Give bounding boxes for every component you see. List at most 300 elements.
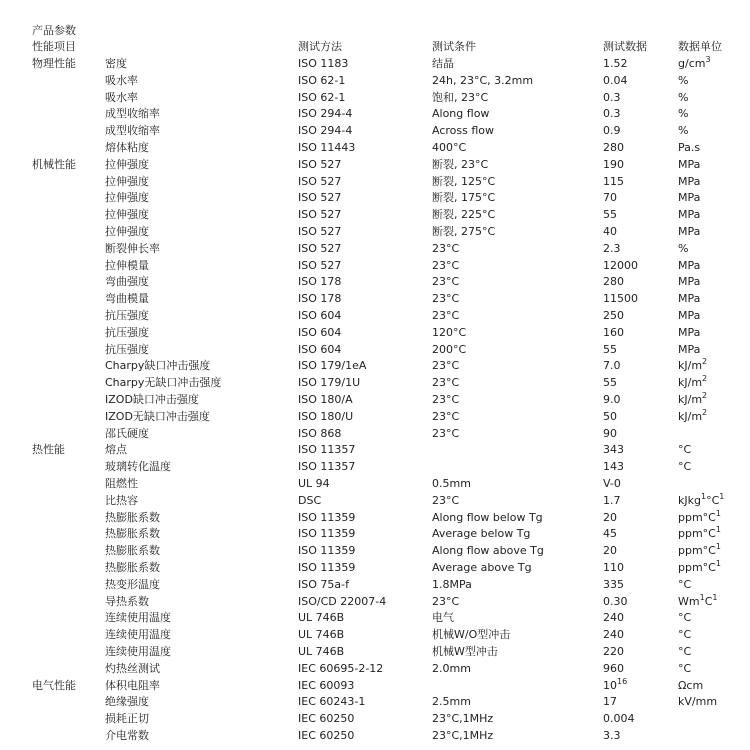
condition-cell-text: Along flow above Tg bbox=[432, 544, 544, 558]
property-cell bbox=[105, 241, 160, 258]
value-cell bbox=[603, 644, 624, 661]
unit-cell bbox=[678, 358, 707, 375]
unit-cell-text: kJ/m bbox=[678, 359, 703, 373]
unit-cell bbox=[678, 375, 707, 392]
condition-cell bbox=[432, 644, 498, 661]
condition-cell-text: 23°C bbox=[432, 241, 460, 255]
property-cell-text: 介电常数 bbox=[105, 729, 149, 742]
method-cell-text: ISO 11359 bbox=[298, 544, 356, 558]
value-cell-text: 250 bbox=[603, 309, 624, 322]
unit-cell bbox=[678, 577, 691, 594]
property-cell bbox=[105, 325, 149, 342]
value-cell-text: 110 bbox=[603, 561, 624, 574]
property-cell bbox=[105, 560, 160, 577]
method-cell bbox=[298, 644, 344, 661]
method-cell-text: ISO 11443 bbox=[298, 141, 356, 154]
unit-exponent: 1 bbox=[715, 559, 721, 568]
unit-cell bbox=[678, 526, 721, 543]
table-row bbox=[0, 123, 750, 140]
value-cell-text: 240 bbox=[603, 611, 624, 625]
method-cell bbox=[298, 526, 355, 543]
value-cell bbox=[603, 174, 624, 191]
property-cell-text: 弯曲强度 bbox=[105, 275, 149, 289]
table-row bbox=[0, 526, 750, 543]
property-cell bbox=[105, 459, 171, 476]
condition-cell bbox=[432, 526, 530, 543]
property-cell-text: 熔体粘度 bbox=[105, 141, 149, 154]
property-cell-text: 弯曲模量 bbox=[105, 292, 149, 306]
method-cell-text: ISO 604 bbox=[298, 309, 342, 322]
condition-cell bbox=[432, 510, 543, 527]
value-cell-text: 1.52 bbox=[603, 57, 628, 70]
method-cell-text: UL 746B bbox=[298, 645, 345, 658]
value-cell bbox=[603, 426, 617, 443]
value-cell-text: 160 bbox=[603, 325, 624, 339]
value-cell bbox=[603, 526, 617, 543]
condition-cell-text: 2.5mm bbox=[432, 695, 471, 709]
condition-cell-text: 0.5mm bbox=[432, 477, 471, 490]
method-cell-text: ISO 11357 bbox=[298, 460, 356, 474]
unit-cell bbox=[678, 258, 700, 275]
condition-cell bbox=[432, 661, 471, 678]
condition-cell bbox=[432, 476, 471, 493]
value-cell-text: 3.3 bbox=[603, 729, 621, 742]
unit-cell-text: ppm°C bbox=[678, 544, 716, 558]
method-cell-text: ISO/CD 22007-4 bbox=[298, 594, 387, 608]
unit-cell bbox=[678, 442, 691, 459]
method-cell-text: ISO 178 bbox=[298, 292, 342, 306]
unit-cell-text: ppm°C bbox=[678, 510, 716, 524]
method-cell bbox=[298, 123, 352, 140]
condition-cell-text: 1.8MPa bbox=[432, 577, 472, 591]
property-cell-text: 连续使用温度 bbox=[105, 645, 171, 658]
category-cell-text: 机械性能 bbox=[32, 157, 76, 171]
condition-cell-text: 24h, 23°C, 3.2mm bbox=[432, 73, 534, 87]
value-cell-text: 55 bbox=[603, 376, 617, 390]
unit-cell bbox=[678, 73, 688, 90]
unit-cell-text: °C bbox=[678, 443, 692, 457]
method-cell bbox=[298, 190, 341, 207]
value-cell bbox=[603, 258, 638, 275]
condition-cell bbox=[432, 308, 459, 325]
property-cell bbox=[105, 308, 149, 325]
condition-cell bbox=[432, 291, 459, 308]
property-cell bbox=[105, 661, 160, 678]
value-cell bbox=[603, 392, 621, 409]
condition-cell-text: Along flow bbox=[432, 107, 490, 121]
method-cell bbox=[298, 358, 366, 375]
unit-cell bbox=[678, 56, 711, 73]
method-cell-text: ISO 527 bbox=[298, 191, 342, 205]
unit-cell-text: Pa.s bbox=[678, 141, 701, 154]
property-cell-text: 抗压强度 bbox=[105, 325, 149, 339]
condition-cell-text: 23°C bbox=[432, 426, 460, 440]
unit-cell-text: MPa bbox=[678, 191, 701, 205]
method-cell-text: ISO 62-1 bbox=[298, 90, 346, 104]
table-row bbox=[0, 207, 750, 224]
property-cell bbox=[105, 526, 160, 543]
unit-exponent: 1 bbox=[715, 525, 721, 535]
method-cell bbox=[298, 711, 354, 728]
method-cell-text: ISO 604 bbox=[298, 325, 342, 339]
condition-cell-text: 23°C,1MHz bbox=[432, 729, 494, 742]
condition-cell-text: 断裂, 23°C bbox=[432, 157, 489, 171]
value-cell bbox=[603, 56, 628, 73]
condition-cell bbox=[432, 375, 459, 392]
property-cell-text: 灼热丝测试 bbox=[105, 661, 160, 675]
method-cell-text: IEC 60250 bbox=[298, 729, 355, 742]
table-row bbox=[0, 90, 750, 107]
unit-cell-text: % bbox=[678, 73, 689, 87]
property-cell-text: 阻燃性 bbox=[105, 477, 138, 490]
value-cell-text: 11500 bbox=[603, 292, 638, 306]
value-cell-text: 50 bbox=[603, 409, 617, 423]
condition-cell bbox=[432, 493, 459, 510]
property-cell bbox=[105, 224, 149, 241]
method-cell-text: DSC bbox=[298, 493, 322, 507]
table-row bbox=[0, 358, 750, 375]
property-cell-text: 抗压强度 bbox=[105, 309, 149, 322]
unit-cell bbox=[678, 308, 700, 325]
property-cell bbox=[105, 140, 149, 157]
condition-cell-text: 400°C bbox=[432, 141, 467, 154]
value-cell bbox=[603, 610, 624, 627]
unit-cell-text: °C bbox=[678, 611, 692, 625]
table-row bbox=[0, 342, 750, 359]
unit-cell-text: kJ/m bbox=[678, 376, 703, 390]
table-row bbox=[0, 627, 750, 644]
method-cell bbox=[298, 274, 341, 291]
table-row bbox=[0, 392, 750, 409]
value-cell bbox=[603, 274, 624, 291]
header-condition: 测试条件 bbox=[432, 40, 476, 53]
value-cell bbox=[603, 123, 621, 140]
method-cell bbox=[298, 56, 348, 73]
value-cell bbox=[603, 594, 628, 611]
method-cell bbox=[298, 493, 321, 510]
property-cell bbox=[105, 442, 127, 459]
value-cell bbox=[603, 308, 624, 325]
unit-cell bbox=[678, 90, 688, 107]
condition-cell bbox=[432, 241, 459, 258]
property-cell bbox=[105, 678, 160, 695]
value-cell bbox=[603, 224, 617, 241]
property-cell-text: 热膨胀系数 bbox=[105, 527, 160, 541]
value-cell bbox=[603, 442, 624, 459]
method-cell-text: ISO 11359 bbox=[298, 561, 356, 574]
condition-cell bbox=[432, 426, 459, 443]
property-cell-text: 体积电阻率 bbox=[105, 678, 160, 692]
property-cell-text: 成型收缩率 bbox=[105, 124, 160, 138]
unit-cell-text: °C bbox=[678, 628, 692, 642]
value-cell-text: 20 bbox=[603, 544, 617, 558]
unit-exponent: 2 bbox=[702, 407, 708, 417]
unit-cell-text: % bbox=[678, 90, 689, 104]
condition-cell bbox=[432, 409, 459, 426]
condition-cell bbox=[432, 610, 454, 627]
category-cell-text: 物理性能 bbox=[32, 57, 76, 70]
value-cell-text: 90 bbox=[603, 426, 617, 440]
unit-cell-text: MPa bbox=[678, 258, 701, 272]
table-row bbox=[0, 577, 750, 594]
unit-cell bbox=[678, 123, 688, 140]
method-cell-text: ISO 527 bbox=[298, 258, 342, 272]
property-cell bbox=[105, 594, 149, 611]
value-cell-text: 240 bbox=[603, 628, 624, 642]
value-cell-text: 343 bbox=[603, 443, 624, 457]
method-cell-text: ISO 180/A bbox=[298, 393, 353, 406]
property-cell-text: 拉伸强度 bbox=[105, 157, 149, 171]
value-cell bbox=[603, 190, 617, 207]
property-cell bbox=[105, 728, 149, 745]
method-cell bbox=[298, 678, 354, 695]
unit-cell-text: MPa bbox=[678, 225, 701, 238]
unit-cell-text: MPa bbox=[678, 342, 701, 356]
header-category-line1: 产品参数 bbox=[32, 24, 76, 37]
value-cell-text: 280 bbox=[603, 141, 624, 154]
unit-cell bbox=[678, 543, 721, 560]
method-cell-text: ISO 11359 bbox=[298, 527, 356, 541]
method-cell bbox=[298, 207, 341, 224]
unit-cell-text: g/cm bbox=[678, 57, 706, 70]
method-cell bbox=[298, 224, 341, 241]
condition-cell bbox=[432, 694, 471, 711]
value-cell-text: 10 bbox=[603, 678, 617, 692]
method-cell-text: ISO 178 bbox=[298, 275, 342, 289]
method-cell bbox=[298, 140, 355, 157]
property-cell bbox=[105, 694, 149, 711]
condition-cell bbox=[432, 174, 495, 191]
unit-exponent: 2 bbox=[702, 391, 708, 400]
unit-exponent: 1 bbox=[700, 491, 707, 501]
value-cell-text: 45 bbox=[603, 527, 617, 541]
category-cell bbox=[32, 56, 76, 73]
unit-cell bbox=[678, 560, 721, 577]
condition-cell bbox=[432, 258, 459, 275]
header-category: 性能项目 bbox=[32, 40, 76, 53]
value-cell bbox=[603, 106, 621, 123]
method-cell bbox=[298, 157, 341, 174]
value-cell bbox=[603, 157, 624, 174]
unit-cell bbox=[678, 274, 700, 291]
property-cell bbox=[105, 392, 199, 409]
value-cell-text: 55 bbox=[603, 342, 617, 356]
method-cell bbox=[298, 325, 341, 342]
method-cell bbox=[298, 459, 355, 476]
condition-cell-text: 结晶 bbox=[432, 57, 454, 70]
value-cell bbox=[603, 493, 621, 510]
unit-cell bbox=[678, 207, 700, 224]
method-cell-text: ISO 179/1eA bbox=[298, 359, 367, 373]
condition-cell bbox=[432, 73, 533, 90]
condition-cell bbox=[432, 392, 459, 409]
method-cell bbox=[298, 258, 341, 275]
method-cell-text: ISO 11359 bbox=[298, 510, 356, 524]
unit-cell bbox=[678, 174, 700, 191]
condition-cell-text: 200°C bbox=[432, 342, 467, 356]
property-cell bbox=[105, 73, 138, 90]
property-cell-text: 绝缘强度 bbox=[105, 695, 149, 709]
unit-cell-text: Wm bbox=[678, 594, 700, 608]
condition-cell-text: 23°C bbox=[432, 409, 460, 423]
value-cell bbox=[603, 711, 635, 728]
condition-cell bbox=[432, 711, 493, 728]
value-cell-text: 0.3 bbox=[603, 90, 621, 104]
property-cell-text: 拉伸强度 bbox=[105, 191, 149, 205]
condition-cell-text: 23°C bbox=[432, 376, 460, 390]
property-cell-text: IZOD无缺口冲击强度 bbox=[105, 409, 210, 423]
condition-cell-text: 23°C bbox=[432, 309, 460, 322]
table-row bbox=[0, 694, 750, 711]
unit-cell bbox=[678, 157, 700, 174]
category-cell bbox=[32, 157, 76, 174]
value-cell bbox=[603, 409, 617, 426]
condition-cell bbox=[432, 627, 510, 644]
table-row bbox=[0, 510, 750, 527]
property-cell bbox=[105, 90, 138, 107]
unit-cell bbox=[678, 241, 688, 258]
table-row bbox=[0, 610, 750, 627]
table-row bbox=[0, 190, 750, 207]
unit-cell bbox=[678, 694, 717, 711]
method-cell bbox=[298, 308, 341, 325]
unit-cell-text: MPa bbox=[678, 275, 701, 289]
table-row bbox=[0, 174, 750, 191]
condition-cell-text: 23°C bbox=[432, 594, 460, 608]
unit-cell bbox=[678, 325, 700, 342]
property-cell bbox=[105, 476, 138, 493]
method-cell bbox=[298, 442, 355, 459]
method-cell-text: UL 746B bbox=[298, 628, 345, 642]
table-row bbox=[0, 274, 750, 291]
table-row bbox=[0, 644, 750, 661]
unit-cell-text: % bbox=[678, 107, 689, 121]
condition-cell-text: 机械W型冲击 bbox=[432, 645, 498, 658]
method-cell bbox=[298, 728, 354, 745]
value-cell bbox=[603, 543, 617, 560]
table-row bbox=[0, 476, 750, 493]
condition-cell-text: Across flow bbox=[432, 124, 495, 138]
value-cell bbox=[603, 241, 621, 258]
unit-cell bbox=[678, 342, 700, 359]
value-cell-text: 0.04 bbox=[603, 73, 628, 87]
property-cell-text: 热变形温度 bbox=[105, 577, 160, 591]
table-row bbox=[0, 426, 750, 443]
property-cell bbox=[105, 274, 149, 291]
method-cell bbox=[298, 476, 330, 493]
condition-cell bbox=[432, 207, 495, 224]
unit-cell bbox=[678, 190, 700, 207]
property-cell-text: 导热系数 bbox=[105, 594, 149, 608]
property-cell bbox=[105, 426, 149, 443]
property-cell bbox=[105, 610, 171, 627]
condition-cell bbox=[432, 190, 495, 207]
condition-cell bbox=[432, 157, 488, 174]
unit-cell-text: MPa bbox=[678, 309, 701, 322]
unit-cell bbox=[678, 409, 707, 426]
method-cell bbox=[298, 291, 341, 308]
property-cell bbox=[105, 375, 221, 392]
method-cell bbox=[298, 106, 352, 123]
value-cell-text: 280 bbox=[603, 275, 624, 289]
unit-cell-text: Ωcm bbox=[678, 678, 704, 692]
condition-cell-text: 23°C bbox=[432, 359, 460, 373]
property-cell-text: 损耗正切 bbox=[105, 712, 149, 726]
table-row bbox=[0, 325, 750, 342]
unit-cell bbox=[678, 644, 691, 661]
condition-cell bbox=[432, 543, 544, 560]
property-cell-text: 抗压强度 bbox=[105, 342, 149, 356]
property-cell bbox=[105, 258, 149, 275]
value-cell bbox=[603, 577, 624, 594]
header-unit: 数据单位 bbox=[678, 40, 722, 53]
condition-cell bbox=[432, 728, 493, 745]
value-cell-text: 960 bbox=[603, 661, 624, 675]
method-cell bbox=[298, 174, 341, 191]
property-cell bbox=[105, 56, 127, 73]
table-row bbox=[0, 493, 750, 510]
value-cell bbox=[603, 560, 624, 577]
condition-cell bbox=[432, 274, 459, 291]
value-cell-text: 220 bbox=[603, 645, 624, 658]
value-cell-text: 115 bbox=[603, 174, 624, 188]
method-cell bbox=[298, 510, 355, 527]
condition-cell-text: 23°C bbox=[432, 258, 460, 272]
unit-cell-text: MPa bbox=[678, 292, 701, 306]
condition-cell bbox=[432, 224, 495, 241]
table-row bbox=[0, 543, 750, 560]
category-cell-text: 热性能 bbox=[32, 443, 65, 457]
property-cell bbox=[105, 123, 160, 140]
method-cell bbox=[298, 426, 341, 443]
method-cell-text: IEC 60243-1 bbox=[298, 695, 366, 709]
property-cell-text: 连续使用温度 bbox=[105, 628, 171, 642]
method-cell-text: ISO 180/U bbox=[298, 409, 354, 423]
property-cell-text: 拉伸强度 bbox=[105, 208, 149, 222]
method-cell bbox=[298, 610, 344, 627]
method-cell-text: IEC 60093 bbox=[298, 678, 355, 692]
property-cell bbox=[105, 711, 149, 728]
property-cell-text: IZOD缺口冲击强度 bbox=[105, 393, 199, 406]
condition-cell-text: 2.0mm bbox=[432, 661, 471, 675]
value-cell bbox=[603, 90, 621, 107]
table-row bbox=[0, 224, 750, 241]
condition-cell bbox=[432, 90, 488, 107]
value-cell bbox=[603, 694, 617, 711]
condition-cell-text: Along flow below Tg bbox=[432, 510, 543, 524]
method-cell-text: ISO 527 bbox=[298, 208, 342, 222]
value-cell bbox=[603, 678, 627, 695]
condition-cell-text: 机械W/O型冲击 bbox=[432, 628, 511, 642]
condition-cell-text: Average above Tg bbox=[432, 561, 532, 574]
value-cell-text: 0.9 bbox=[603, 124, 621, 138]
property-cell-text: 热膨胀系数 bbox=[105, 544, 160, 558]
unit-exponent: 1 bbox=[715, 542, 721, 552]
property-cell bbox=[105, 543, 160, 560]
property-cell-text: 热膨胀系数 bbox=[105, 561, 160, 574]
condition-cell bbox=[432, 342, 466, 359]
unit-cell-text: ppm°C bbox=[678, 527, 716, 541]
unit-exponent: 1 bbox=[715, 508, 721, 518]
property-cell bbox=[105, 510, 160, 527]
method-cell bbox=[298, 241, 341, 258]
unit-cell bbox=[678, 493, 724, 510]
value-cell-text: V-0 bbox=[603, 477, 621, 490]
value-cell-text: 7.0 bbox=[603, 359, 621, 373]
method-cell-text: UL 746B bbox=[298, 611, 345, 625]
unit-cell-text: kV/mm bbox=[678, 695, 718, 709]
unit-cell bbox=[678, 392, 707, 409]
